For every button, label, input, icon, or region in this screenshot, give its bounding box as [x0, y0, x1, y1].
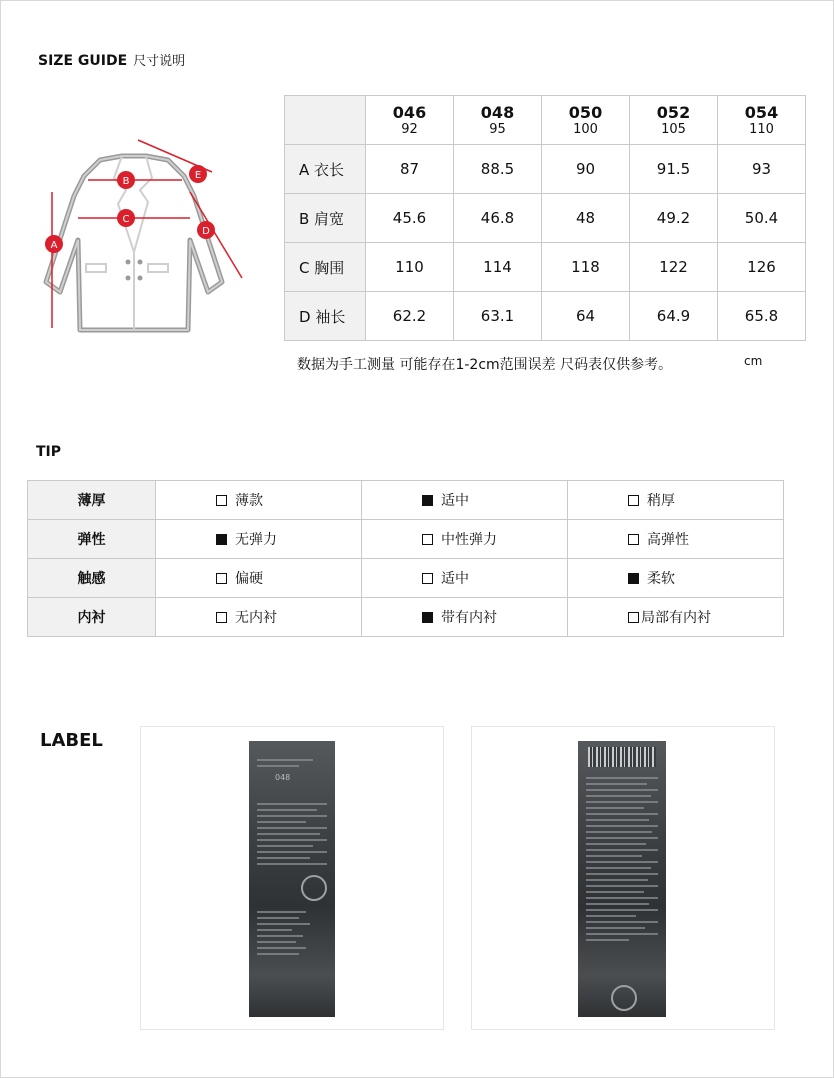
tip-row-label: 内衬 [28, 598, 156, 637]
checkbox-checked-icon [422, 495, 433, 506]
label-seal-icon [611, 985, 637, 1011]
jacket-diagram [22, 132, 252, 342]
tip-option-text: 中性弹力 [441, 532, 497, 548]
tip-option [156, 559, 362, 598]
size-code: 048 [480, 102, 515, 122]
measure-value: 110 [366, 243, 454, 292]
size-row [285, 145, 806, 194]
tip-row-label: 弹性 [28, 520, 156, 559]
measure-value: 46.8 [454, 194, 542, 243]
tip-option-text: 无弹力 [235, 532, 277, 548]
measure-value: 88.5 [454, 145, 542, 194]
measure-value: 50.4 [718, 194, 806, 243]
checkbox-checked-icon [628, 573, 639, 584]
measure-value: 91.5 [630, 145, 718, 194]
tip-option-text: 高弹性 [647, 532, 689, 548]
tip-option-text: 适中 [441, 493, 469, 509]
measure-value: 48 [542, 194, 630, 243]
tip-option-text: 适中 [441, 571, 469, 587]
size-row [285, 243, 806, 292]
tip-row [28, 520, 784, 559]
label-front-card [140, 726, 444, 1030]
checkbox-checked-icon [216, 534, 227, 545]
measure-label: A 衣长 [285, 145, 366, 194]
checkbox-icon [216, 495, 227, 506]
measure-value: 63.1 [454, 292, 542, 341]
size-header-row [285, 96, 806, 145]
tip-option-text: 稍厚 [647, 493, 675, 509]
label-size-code: 048 [275, 773, 291, 782]
measure-value: 122 [630, 243, 718, 292]
measure-label: C 胸围 [285, 243, 366, 292]
tip-option [568, 598, 784, 637]
size-guide-subtitle: 尺寸说明 [133, 54, 186, 69]
size-table [284, 95, 806, 341]
size-code: 052 [656, 102, 691, 122]
tip-option [156, 520, 362, 559]
tip-option [156, 598, 362, 637]
measure-value: 118 [542, 243, 630, 292]
checkbox-icon [216, 612, 227, 623]
marker-b-label: B [122, 176, 130, 187]
measure-label: D 袖长 [285, 292, 366, 341]
checkbox-icon [628, 495, 639, 506]
tip-option-text: 无内衬 [235, 610, 277, 626]
size-table-corner [285, 96, 366, 145]
measure-value: 93 [718, 145, 806, 194]
size-num: 110 [749, 121, 774, 137]
measure-value: 65.8 [718, 292, 806, 341]
measure-value: 114 [454, 243, 542, 292]
size-num: 100 [573, 121, 598, 137]
tip-option-text: 薄款 [235, 493, 263, 509]
measure-value: 45.6 [366, 194, 454, 243]
tip-option [362, 598, 568, 637]
measurement-note: 数据为手工测量 可能存在1-2cm范围误差 尺码表仅供参考。 [297, 357, 673, 373]
marker-d-label: D [202, 226, 210, 237]
size-col-header [630, 96, 718, 145]
label-back-card [471, 726, 775, 1030]
measure-value: 87 [366, 145, 454, 194]
size-num: 95 [489, 121, 506, 137]
tip-option [568, 559, 784, 598]
size-code: 050 [568, 102, 603, 122]
measure-value: 62.2 [366, 292, 454, 341]
tip-row [28, 598, 784, 637]
tip-option [568, 520, 784, 559]
size-code: 054 [744, 102, 779, 122]
tip-option-text: 局部有内衬 [641, 610, 711, 626]
checkbox-icon [422, 573, 433, 584]
tip-option [362, 559, 568, 598]
barcode-icon [588, 747, 656, 767]
measure-value: 90 [542, 145, 630, 194]
tip-option [362, 481, 568, 520]
measure-value: 49.2 [630, 194, 718, 243]
marker-c-label: C [122, 214, 130, 225]
size-col-header [366, 96, 454, 145]
measure-value: 126 [718, 243, 806, 292]
size-col-header [454, 96, 542, 145]
checkbox-icon [216, 573, 227, 584]
size-col-header [542, 96, 630, 145]
tip-row [28, 481, 784, 520]
checkbox-icon [628, 534, 639, 545]
size-guide-heading [38, 50, 185, 69]
label-seal-icon [301, 875, 327, 901]
tip-option [156, 481, 362, 520]
size-row [285, 292, 806, 341]
checkbox-icon [422, 534, 433, 545]
unit-label: cm [744, 354, 763, 368]
marker-a-label: A [50, 240, 58, 251]
marker-e-label: E [194, 170, 202, 181]
tip-option [568, 481, 784, 520]
checkbox-icon [628, 612, 639, 623]
size-col-header [718, 96, 806, 145]
size-code: 046 [392, 102, 427, 122]
size-row [285, 194, 806, 243]
tip-option [362, 520, 568, 559]
tip-row [28, 559, 784, 598]
measure-value: 64 [542, 292, 630, 341]
measure-label: B 肩宽 [285, 194, 366, 243]
tip-title: TIP [36, 444, 62, 460]
tip-option-text: 带有内衬 [441, 610, 497, 626]
care-label-front-image [249, 741, 335, 1017]
tip-row-label: 触感 [28, 559, 156, 598]
tip-table [27, 480, 784, 637]
size-num: 92 [401, 121, 418, 137]
tip-row-label: 薄厚 [28, 481, 156, 520]
tip-option-text: 柔软 [647, 571, 675, 587]
size-guide-title: SIZE GUIDE [38, 53, 128, 69]
size-num: 105 [661, 121, 686, 137]
care-label-back-image [578, 741, 666, 1017]
measure-value: 64.9 [630, 292, 718, 341]
checkbox-checked-icon [422, 612, 433, 623]
tip-option-text: 偏硬 [235, 571, 263, 587]
label-title: LABEL [40, 730, 103, 751]
